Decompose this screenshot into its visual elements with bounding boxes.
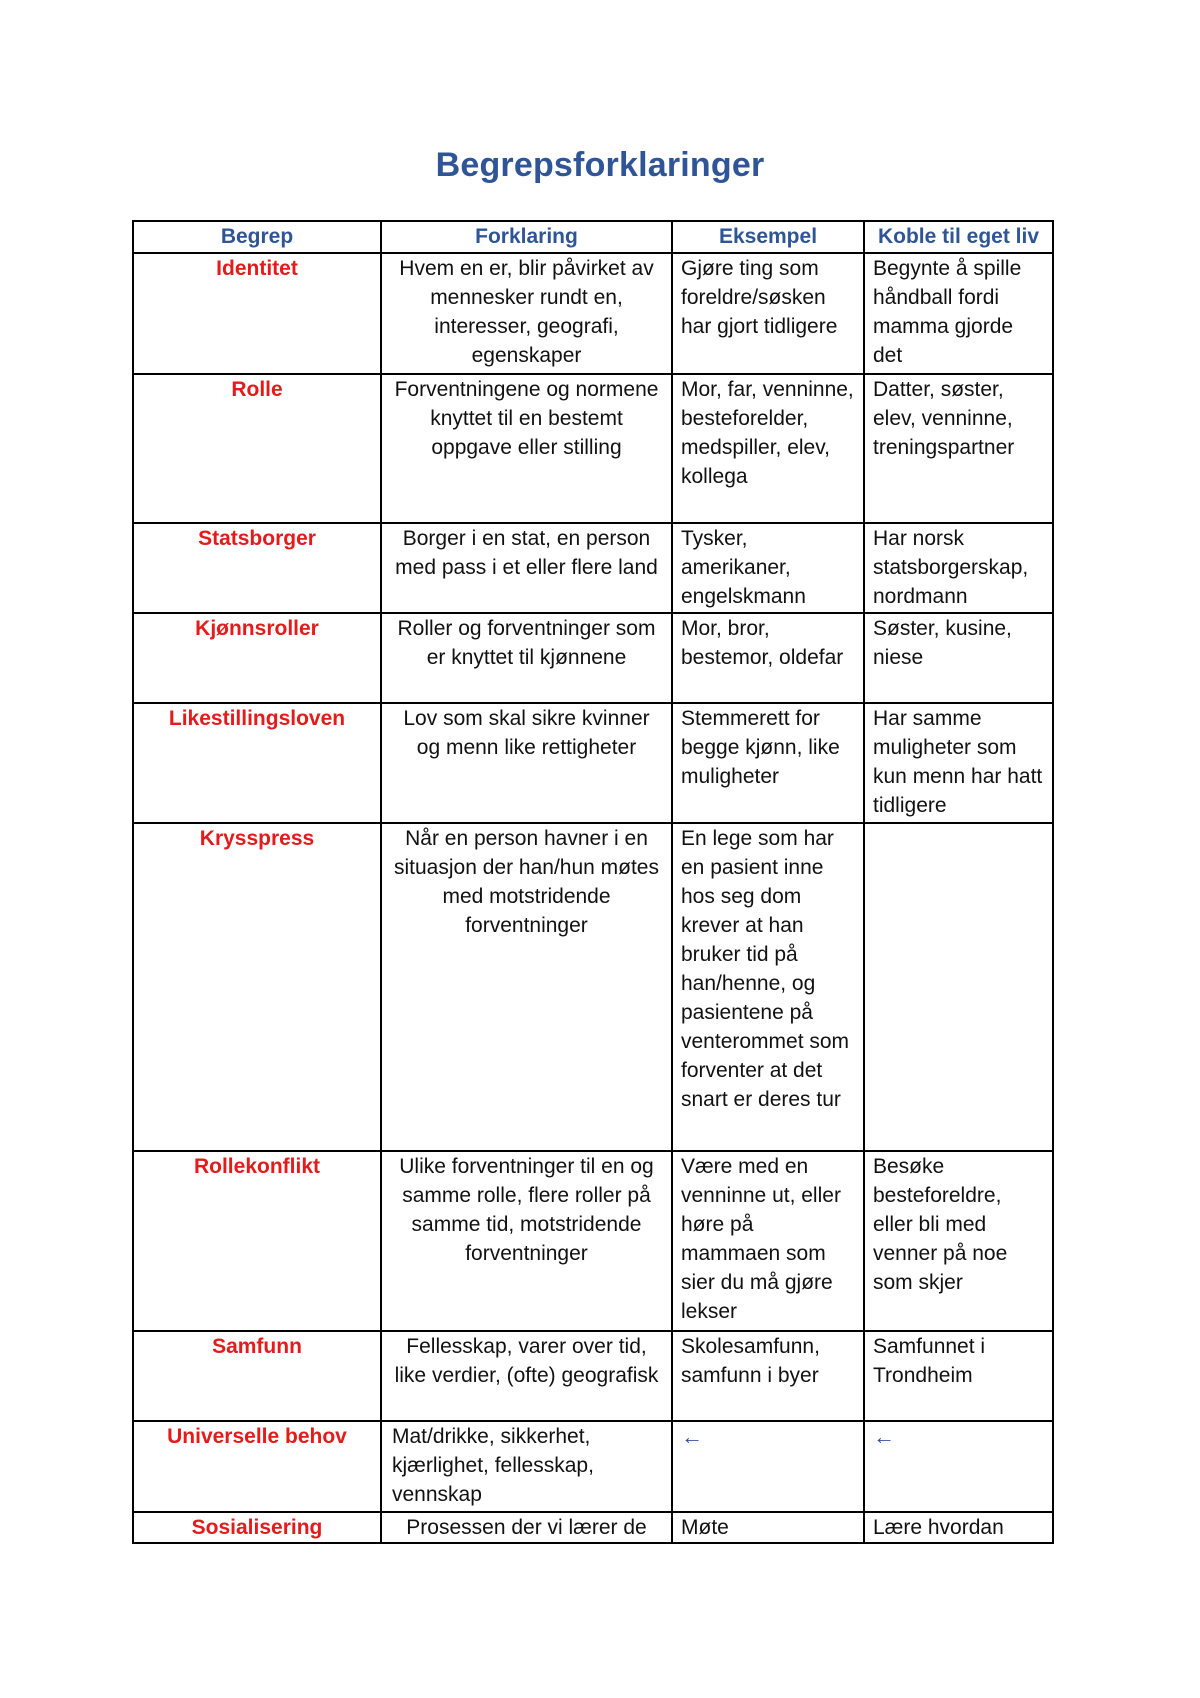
example-cell: Mor, far, venninne, besteforelder, medspiller, elev, kollega xyxy=(672,374,864,523)
explanation-cell: Prosessen der vi lærer de xyxy=(381,1512,672,1543)
explanation-cell: Lov som skal sikre kvinner og menn like rettigheter xyxy=(381,703,672,823)
example-cell xyxy=(672,1421,864,1512)
term-cell: Rolle xyxy=(133,374,381,523)
table-row xyxy=(133,1331,1053,1421)
term-cell: Rollekonflikt xyxy=(133,1151,381,1331)
link-cell: Har norsk statsborgerskap, nordmann xyxy=(864,523,1053,613)
link-cell: Besøke besteforeldre, eller bli med venner på noe som skjer xyxy=(864,1151,1053,1331)
header-example: Eksempel xyxy=(672,221,864,253)
link-cell: Søster, kusine, niese xyxy=(864,613,1053,703)
example-cell: En lege som har en pasient inne hos seg dom krever at han bruker tid på han/henne, og pasientene på venterommet som forventer at det snart er deres tur xyxy=(672,823,864,1151)
term-cell: Kjønnsroller xyxy=(133,613,381,703)
term-cell: Sosialisering xyxy=(133,1512,381,1543)
concept-table xyxy=(132,220,1054,1544)
explanation-cell: Når en person havner i en situasjon der han/hun møtes med motstridende forventninger xyxy=(381,823,672,1151)
table-row xyxy=(133,823,1053,1151)
header-explanation: Forklaring xyxy=(381,221,672,253)
arrow-left-icon: ← xyxy=(681,1424,703,1449)
link-cell: Lære hvordan xyxy=(864,1512,1053,1543)
example-cell: Skolesamfunn, samfunn i byer xyxy=(672,1331,864,1421)
term-cell: Likestillingsloven xyxy=(133,703,381,823)
example-cell: Møte xyxy=(672,1512,864,1543)
table-row xyxy=(133,1421,1053,1512)
term-cell: Identitet xyxy=(133,253,381,374)
link-cell: Har samme muligheter som kun menn har hatt tidligere xyxy=(864,703,1053,823)
table-row xyxy=(133,613,1053,703)
explanation-cell: Forventningene og normene knyttet til en bestemt oppgave eller stilling xyxy=(381,374,672,523)
example-cell: Stemmerett for begge kjønn, like muligheter xyxy=(672,703,864,823)
arrow-left-icon: ← xyxy=(873,1424,895,1449)
link-cell: Begynte å spille håndball fordi mamma gjorde det xyxy=(864,253,1053,374)
table-row xyxy=(133,253,1053,374)
term-cell: Universelle behov xyxy=(133,1421,381,1512)
link-cell: Datter, søster, elev, venninne, treningspartner xyxy=(864,374,1053,523)
term-cell: Statsborger xyxy=(133,523,381,613)
link-cell xyxy=(864,1421,1053,1512)
table-row xyxy=(133,374,1053,523)
header-term: Begrep xyxy=(133,221,381,253)
header-row xyxy=(133,221,1053,253)
example-cell: Tysker, amerikaner, engelskmann xyxy=(672,523,864,613)
header-link: Koble til eget liv xyxy=(864,221,1053,253)
link-cell: Samfunnet i Trondheim xyxy=(864,1331,1053,1421)
explanation-cell: Hvem en er, blir påvirket av mennesker rundt en, interesser, geografi, egenskaper xyxy=(381,253,672,374)
term-cell: Krysspress xyxy=(133,823,381,1151)
example-cell: Mor, bror, bestemor, oldefar xyxy=(672,613,864,703)
explanation-cell: Borger i en stat, en person med pass i et eller flere land xyxy=(381,523,672,613)
explanation-cell: Fellesskap, varer over tid, like verdier, (ofte) geografisk xyxy=(381,1331,672,1421)
table-row xyxy=(133,703,1053,823)
table-row xyxy=(133,1512,1053,1543)
table-row xyxy=(133,1151,1053,1331)
explanation-cell: Mat/drikke, sikkerhet, kjærlighet, fellesskap, vennskap xyxy=(381,1421,672,1512)
example-cell: Gjøre ting som foreldre/søsken har gjort tidligere xyxy=(672,253,864,374)
table-row xyxy=(133,523,1053,613)
explanation-cell: Ulike forventninger til en og samme rolle, flere roller på samme tid, motstridende forventninger xyxy=(381,1151,672,1331)
explanation-cell: Roller og forventninger som er knyttet til kjønnene xyxy=(381,613,672,703)
term-cell: Samfunn xyxy=(133,1331,381,1421)
example-cell: Være med en venninne ut, eller høre på mammaen som sier du må gjøre lekser xyxy=(672,1151,864,1331)
page-title: Begrepsforklaringer xyxy=(435,146,765,184)
link-cell xyxy=(864,823,1053,1151)
